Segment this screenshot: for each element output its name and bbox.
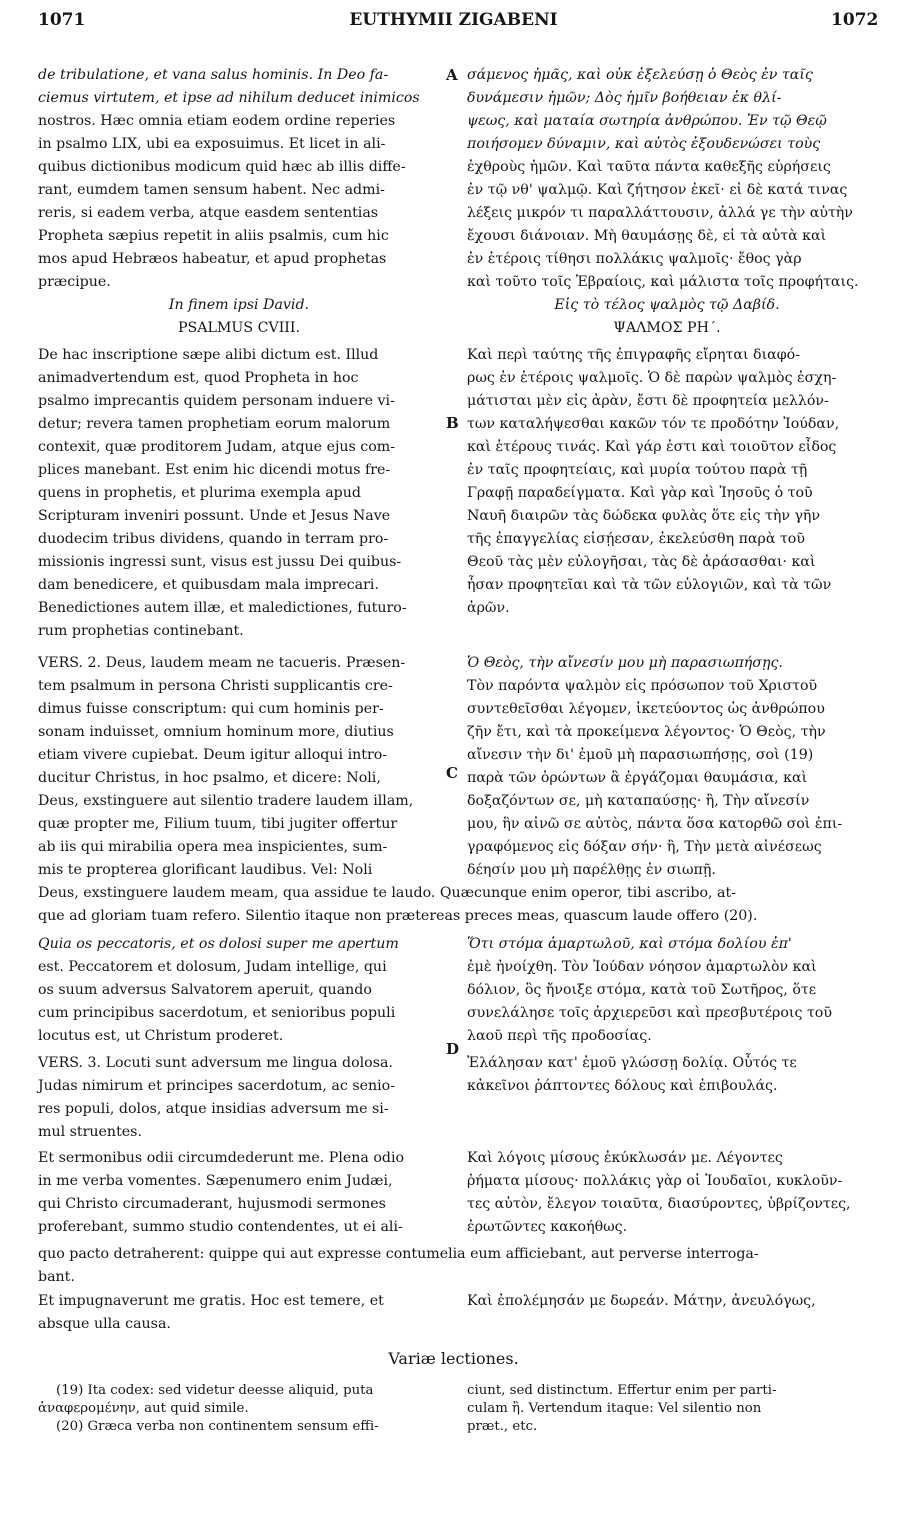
footnote-line: (20) Græca verba non continentem sensum effi- [56, 1419, 379, 1434]
footnote-line: culam ἢ. Vertendum itaque: Vel silentio non [467, 1401, 762, 1416]
latin-line: contexit, quæ proditorem Judam, atque ejus com- [38, 439, 396, 455]
latin-line: duodecim tribus dividens, quando in terram pro- [38, 531, 389, 547]
greek-line: ἐχθροὺς ἡμῶν. Καὶ ταῦτα πάντα καθεξῆς εὑρήσεις [467, 159, 831, 175]
margin-letter-a: A [446, 66, 458, 84]
greek-line: Καὶ λόγοις μίσους ἐκύκλωσάν με. Λέγοντες [467, 1150, 783, 1166]
greek-line: αἴνεσιν τὴν δι' ἐμοῦ μὴ παρασιωπήσῃς, σοὶ (19) [467, 747, 814, 763]
footnote-line: ἀναφερομένην, aut quid simile. [38, 1401, 249, 1416]
greek-line: καὶ ἑτέρους τινάς. Καὶ γάρ ἐστι καὶ τοιοῦτον εἶδος [467, 439, 837, 455]
footnote-line: (19) Ita codex: sed videtur deesse aliquid, puta [56, 1383, 374, 1398]
latin-line: sonam induisset, omnium hominum more, diutius [38, 724, 394, 740]
latin-line: In finem ipsi David. [168, 297, 310, 313]
latin-line: de tribulatione, et vana salus hominis. In Deo fa- [38, 67, 389, 83]
greek-line: Τὸν παρόντα ψαλμὸν εἰς πρόσωπον τοῦ Χριστοῦ [467, 678, 818, 694]
greek-line: των καταλήψεσθαι κακῶν τόν τε προδότην Ἰούδαν, [467, 416, 840, 432]
latin-line: mul struentes. [38, 1124, 142, 1140]
latin-line: quens in prophetis, et plurima exempla apud [38, 485, 361, 501]
latin-line: VERS. 3. Locuti sunt adversum me lingua dolosa. [38, 1055, 393, 1071]
latin-line: quibus dictionibus modicum quid hæc ab illis diffe- [38, 159, 406, 175]
latin-line: Et sermonibus odii circumdederunt me. Plena odio [38, 1150, 405, 1166]
greek-line: Εἰς τὸ τέλος ψαλμὸς τῷ Δαβίδ. [554, 297, 780, 313]
latin-line: psalmo imprecantis quidem personam induere vi- [38, 393, 395, 409]
latin-line: detur; revera tamen prophetiam eorum malorum [38, 416, 391, 432]
latin-line: in psalmo LIX, ubi ea exposuimus. Et licet in ali- [38, 136, 386, 152]
margin-letter-d: D [446, 1040, 460, 1058]
footnote-line: præt., etc. [467, 1419, 538, 1434]
latin-line: Judas nimirum et principes sacerdotum, ac senio- [38, 1078, 396, 1094]
latin-line: Deus, exstinguere aut silentio tradere laudem illam, [38, 793, 414, 809]
latin-line: os suum adversus Salvatorem aperuit, quando [38, 982, 372, 998]
latin-line: PSALMUS CVIII. [177, 320, 301, 336]
greek-line: ποιήσομεν δύναμιν, καὶ αὐτὸς ἐξουδενώσει τοὺς [467, 136, 821, 152]
greek-line: συνελάλησε τοῖς ἀρχιερεῦσι καὶ πρεσβυτέροις τοῦ [467, 1005, 832, 1021]
greek-line: ἐρωτῶντες κακοήθως. [467, 1219, 628, 1235]
latin-line: tem psalmum in persona Christi supplicantis cre- [38, 678, 393, 694]
latin-line: nostros. Hæc omnia etiam eodem ordine reperies [38, 113, 396, 129]
greek-line: συντεθεῖσθαι λέγομεν, ἱκετεύοντος ὡς ἀνθρώπου [467, 701, 825, 717]
latin-line: plices manebant. Est enim hic dicendi motus fre- [38, 462, 391, 478]
greek-line: σάμενος ἡμᾶς, καὶ οὐκ ἐξελεύσῃ ὁ Θεὸς ἐν ταῖς [467, 67, 813, 83]
latin-line: in me verba vomentes. Sæpenumero enim Judæi, [38, 1173, 393, 1189]
latin-line: res populi, dolos, atque insidias adversum me si- [38, 1101, 389, 1117]
greek-line: Ναυῆ διαιρῶν τὰς δώδεκα φυλὰς ὅτε εἰς τὴν γῆν [467, 508, 821, 524]
latin-line: Scripturam inveniri possunt. Unde et Jesus Nave [38, 508, 391, 524]
latin-line: proferebant, summo studio contendentes, ut ei ali- [38, 1219, 403, 1235]
latin-line: De hac inscriptione sæpe alibi dictum est. Illud [38, 347, 379, 363]
latin-line: mis te propterea glorificant laudibus. Vel: Noli [38, 862, 373, 878]
greek-line: γραφόμενος εἰς δόξαν σήν· ἢ, Τὴν μετὰ αἰνέσεως [467, 839, 822, 855]
latin-line: Et impugnaverunt me gratis. Hoc est temere, et [38, 1293, 384, 1309]
latin-line: dam benedicere, et quibusdam mala imprecari. [38, 577, 379, 593]
latin-line: bant. [38, 1269, 75, 1285]
latin-line: quæ propter me, Filium tuum, tibi jugiter offertur [38, 816, 398, 832]
latin-line: VERS. 2. Deus, laudem meam ne tacueris. Præsen- [38, 655, 406, 671]
greek-line: ΨΑΛΜΟΣ ΡΗ΄. [613, 320, 721, 336]
greek-line: Γραφῇ παραδείγματα. Καὶ γὰρ καὶ Ἰησοῦς ὁ τοῦ [467, 485, 813, 501]
greek-line: λέξεις μικρόν τι παραλλάττουσιν, ἀλλά γε τὴν αὐτὴν [467, 205, 853, 221]
greek-line: ζῆν ἔτι, καὶ τὰ προκείμενα λέγοντος· Ὁ Θεὸς, τὴν [467, 724, 826, 740]
greek-line: Καὶ ἐπολέμησάν με δωρεάν. Μάτην, ἀνευλόγως, [467, 1293, 816, 1309]
latin-line: que ad gloriam tuam refero. Silentio itaque non prætereas preces meas, quascum laude offero (20). [38, 908, 758, 924]
margin-letter-c: C [446, 764, 458, 782]
greek-line: Ἐλάλησαν κατ' ἐμοῦ γλώσσῃ δολίᾳ. Οὗτός τε [467, 1055, 797, 1071]
latin-line: locutus est, ut Christum proderet. [38, 1028, 284, 1044]
greek-line: δέησίν μου μὴ παρέλθῃς ἐν σιωπῇ. [467, 862, 716, 878]
page-number-left: 1071 [38, 10, 86, 30]
greek-line: κἀκεῖνοι ῥάπτοντες δόλους καὶ ἐπιβουλάς. [467, 1078, 778, 1094]
running-title: EUTHYMII ZIGABENI [349, 10, 558, 30]
greek-line: Ὁ Θεὸς, τὴν αἴνεσίν μου μὴ παρασιωπήσῃς. [467, 655, 783, 671]
latin-line: dimus fuisse conscriptum: qui cum hominis per- [38, 701, 384, 717]
latin-line: Quia os peccatoris, et os dolosi super me apertum [38, 936, 399, 952]
greek-line: δυνάμεσιν ἡμῶν; Δὸς ἡμῖν βοήθειαν ἐκ θλί- [467, 90, 782, 106]
greek-line: καὶ τοῦτο τοῖς Ἑβραίοις, καὶ μάλιστα τοῖς προφήταις. [467, 274, 859, 290]
latin-line: rum prophetias continebant. [38, 623, 244, 639]
latin-line: etiam vivere cupiebat. Deum igitur alloqui intro- [38, 747, 388, 763]
greek-line: ἐν ταῖς προφητείαις, καὶ μυρία τούτου παρὰ τῇ [467, 462, 808, 478]
latin-line: absque ulla causa. [38, 1316, 171, 1332]
latin-line: Deus, exstinguere laudem meam, qua assidue te laudo. Quæcunque enim operor, tibi ascribo, at- [38, 885, 736, 901]
latin-line: ab iis qui mirabilia opera mea inspicientes, sum- [38, 839, 388, 855]
greek-line: Θεοῦ τὰς μὲν εὐλογῆσαι, τὰς δὲ ἀράσασθαι· καὶ [467, 554, 816, 570]
greek-line: ἦσαν προφητεῖαι καὶ τὰ τῶν εὐλογιῶν, καὶ τὰ τῶν [467, 577, 832, 593]
latin-line: missionis ingressi sunt, visus est jussu Dei quibus- [38, 554, 402, 570]
greek-line: δοξαζόντων σε, μὴ καταπαύσῃς· ἢ, Τὴν αἴνεσίν [467, 793, 810, 809]
greek-line: ἐν ἑτέροις τίθησι πολλάκις ψαλμοῖς· ἔθος γὰρ [467, 251, 802, 267]
greek-line: ψεως, καὶ ματαία σωτηρία ἀνθρώπου. Ἐν τῷ Θεῷ [467, 113, 827, 129]
greek-line: δόλιον, ὃς ἤνοιξε στόμα, κατὰ τοῦ Σωτῆρος, ὅτε [467, 982, 817, 998]
latin-line: rant, eumdem tamen sensum habent. Nec admi- [38, 182, 385, 198]
latin-line: est. Peccatorem et dolosum, Judam intellige, qui [38, 959, 387, 975]
latin-line: ciemus virtutem, et ipse ad nihilum deducet inimicos [38, 90, 420, 106]
footnote-line: ciunt, sed distinctum. Effertur enim per parti- [467, 1383, 777, 1398]
latin-line: qui Christo circumaderant, hujusmodi sermones [38, 1196, 386, 1212]
greek-line: μου, ἣν αἰνῶ σε αὐτὸς, πάντα ὅσα κατορθῶ σοὶ ἐπι- [467, 816, 843, 832]
variae-lectiones-heading: Variæ lectiones. [388, 1349, 519, 1368]
greek-line: ἐν τῷ νθ' ψαλμῷ. Καὶ ζήτησον ἐκεῖ· εἰ δὲ κατά τινας [467, 182, 848, 198]
latin-line: mos apud Hebræos habeatur, et apud prophetas [38, 251, 387, 267]
latin-line: cum principibus sacerdotum, et senioribus populi [38, 1005, 396, 1021]
greek-line: τῆς ἐπαγγελίας εἰσῄεσαν, ἐκελεύσθη παρὰ τοῦ [467, 531, 805, 547]
greek-line: λαοῦ περὶ τῆς προδοσίας. [467, 1028, 652, 1044]
latin-line: præcipue. [38, 274, 111, 290]
greek-line: ἔχουσι διάνοιαν. Μὴ θαυμάσῃς δὲ, εἰ τὰ αὐτὰ καὶ [467, 228, 827, 244]
greek-line: παρὰ τῶν ὁρώντων ἃ ἐργάζομαι θαυμάσια, καὶ [467, 770, 808, 786]
margin-letter-b: B [446, 414, 459, 432]
greek-line: ῥήματα μίσους· πολλάκις γὰρ οἱ Ἰουδαῖοι, κυκλοῦν- [467, 1173, 843, 1189]
greek-line: ἀρῶν. [467, 600, 510, 616]
greek-line: μάτισται μὲν εἰς ἀρὰν, ἔστι δὲ προφητεία μελλόν- [467, 393, 829, 409]
latin-line: reris, si eadem verba, atque easdem sententias [38, 205, 379, 221]
greek-line: ἐμὲ ἠνοίχθη. Τὸν Ἰούδαν νόησον ἁμαρτωλὸν καὶ [467, 959, 817, 975]
latin-line: ducitur Christus, in hoc psalmo, et dicere: Noli, [38, 770, 381, 786]
page-number-right: 1072 [831, 10, 879, 30]
latin-line: Propheta sæpius repetit in aliis psalmis, cum hic [38, 228, 389, 244]
latin-line: animadvertendum est, quod Propheta in hoc [38, 370, 359, 386]
greek-line: Καὶ περὶ ταύτης τῆς ἐπιγραφῆς εἴρηται διαφό- [467, 347, 801, 363]
greek-line: τες αὐτὸν, ἔλεγον τοιαῦτα, διασύροντες, ὑβρίζοντες, [467, 1196, 851, 1212]
greek-line: Ὅτι στόμα ἁμαρτωλοῦ, καὶ στόμα δολίου ἐπ' [467, 936, 792, 952]
latin-line: Benedictiones autem illæ, et maledictiones, futuro- [38, 600, 407, 616]
latin-line: quo pacto detraherent: quippe qui aut expresse contumelia eum afficiebant, aut perverse interroga- [38, 1246, 759, 1262]
greek-line: ρως ἐν ἑτέροις ψαλμοῖς. Ὁ δὲ παρὼν ψαλμὸς ἐσχη- [467, 370, 837, 386]
